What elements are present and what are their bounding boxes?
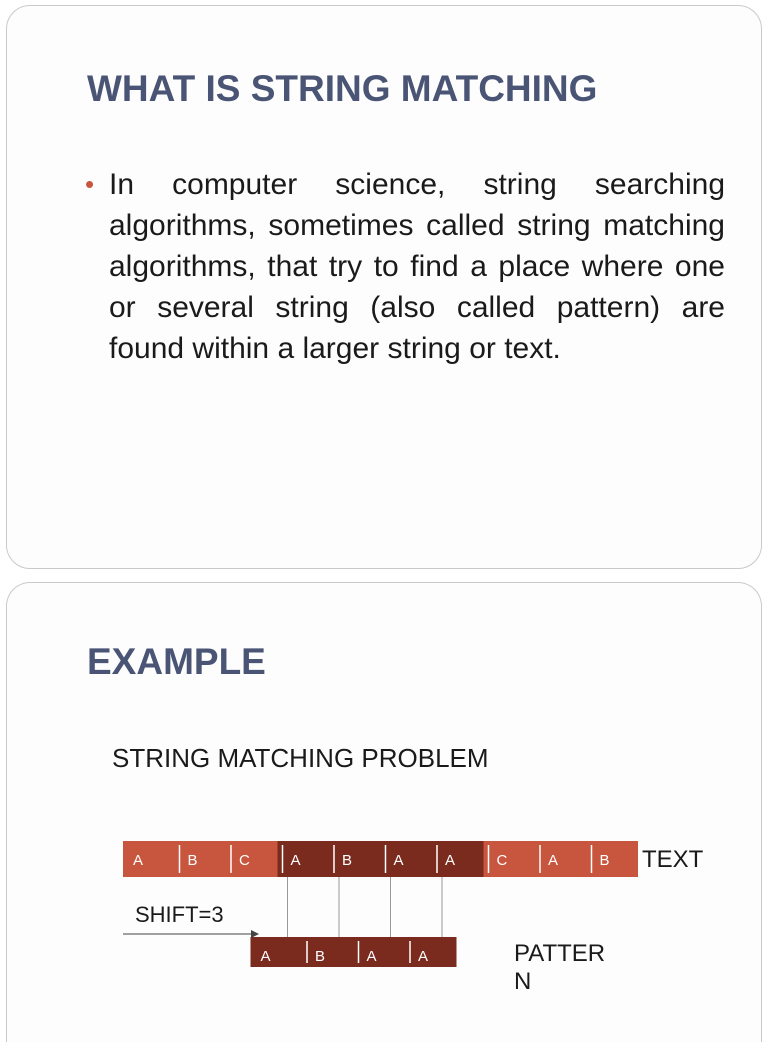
text-cell: [484, 841, 536, 877]
pattern-cell-letter: A: [418, 948, 429, 965]
string-matching-diagram: [7, 583, 763, 1023]
text-cell-letter: C: [496, 852, 508, 869]
text-cell-letter: A: [548, 852, 559, 869]
text-cell-box: [484, 841, 536, 877]
text-cell-box: [381, 841, 433, 877]
pattern-cell: [302, 937, 354, 967]
pattern-label: [514, 940, 605, 996]
text-cell-letter: C: [239, 852, 250, 869]
pattern-cell-box: [251, 937, 303, 967]
text-cell-letter: A: [133, 852, 144, 869]
text-cell: [226, 841, 278, 877]
match-connectors: [288, 877, 443, 937]
text-cell: [535, 841, 587, 877]
pattern-cell-box: [302, 937, 354, 967]
pattern-label-line1: PATTER: [514, 940, 606, 967]
pattern-cell: [251, 937, 303, 967]
text-cell-box: [175, 841, 227, 877]
bullet-dot-icon: •: [85, 169, 95, 199]
bullet-text: In computer science, string searching algorithms, sometimes called string matching algorithms, that try to find a place where one or several string (also called pattern) are found within a larger string or text.: [109, 168, 725, 365]
text-cell-letter: B: [599, 852, 610, 869]
text-cell: [123, 841, 175, 877]
text-cell-letter: A: [290, 852, 301, 869]
slide-subtitle: STRING MATCHING PROBLEM: [112, 743, 489, 773]
text-cell: [432, 841, 484, 877]
text-cell: [329, 841, 381, 877]
slide-title: EXAMPLE: [87, 641, 266, 682]
text-cell-box: [123, 841, 175, 877]
pattern-cell-box: [405, 937, 457, 967]
text-cell: [278, 841, 330, 877]
text-cell-letter: A: [445, 852, 456, 869]
text-cell-box: [432, 841, 484, 877]
slide-title: WHAT IS STRING MATCHING: [87, 68, 598, 109]
pattern-cell-letter: A: [260, 948, 271, 965]
text-cell-box: [329, 841, 381, 877]
text-cell: [587, 841, 639, 877]
shift-label: SHIFT=3: [135, 902, 224, 927]
text-cell-box: [226, 841, 278, 877]
text-cell-letter: B: [342, 852, 353, 869]
text-cell: [175, 841, 227, 877]
shift-arrow-head: [251, 930, 259, 938]
bullet-item: [85, 164, 725, 369]
pattern-cell: [354, 937, 406, 967]
slide-example: [6, 582, 762, 1042]
pattern-array: [251, 937, 457, 967]
text-cell-letter: A: [393, 852, 404, 869]
text-cell: [381, 841, 433, 877]
text-cell-letter: B: [187, 852, 198, 869]
shift-arrow-icon: [123, 930, 259, 938]
text-cell-box: [535, 841, 587, 877]
pattern-cell-letter: A: [366, 948, 377, 965]
text-label: TEXT: [642, 846, 704, 873]
pattern-cell-letter: B: [315, 948, 326, 965]
pattern-cell: [405, 937, 457, 967]
slide-what-is-string-matching: [6, 5, 762, 569]
pattern-cell-box: [354, 937, 406, 967]
text-cell-box: [278, 841, 330, 877]
pattern-label-line2: N: [514, 968, 532, 995]
text-cell-box: [587, 841, 639, 877]
text-array: [123, 841, 638, 877]
